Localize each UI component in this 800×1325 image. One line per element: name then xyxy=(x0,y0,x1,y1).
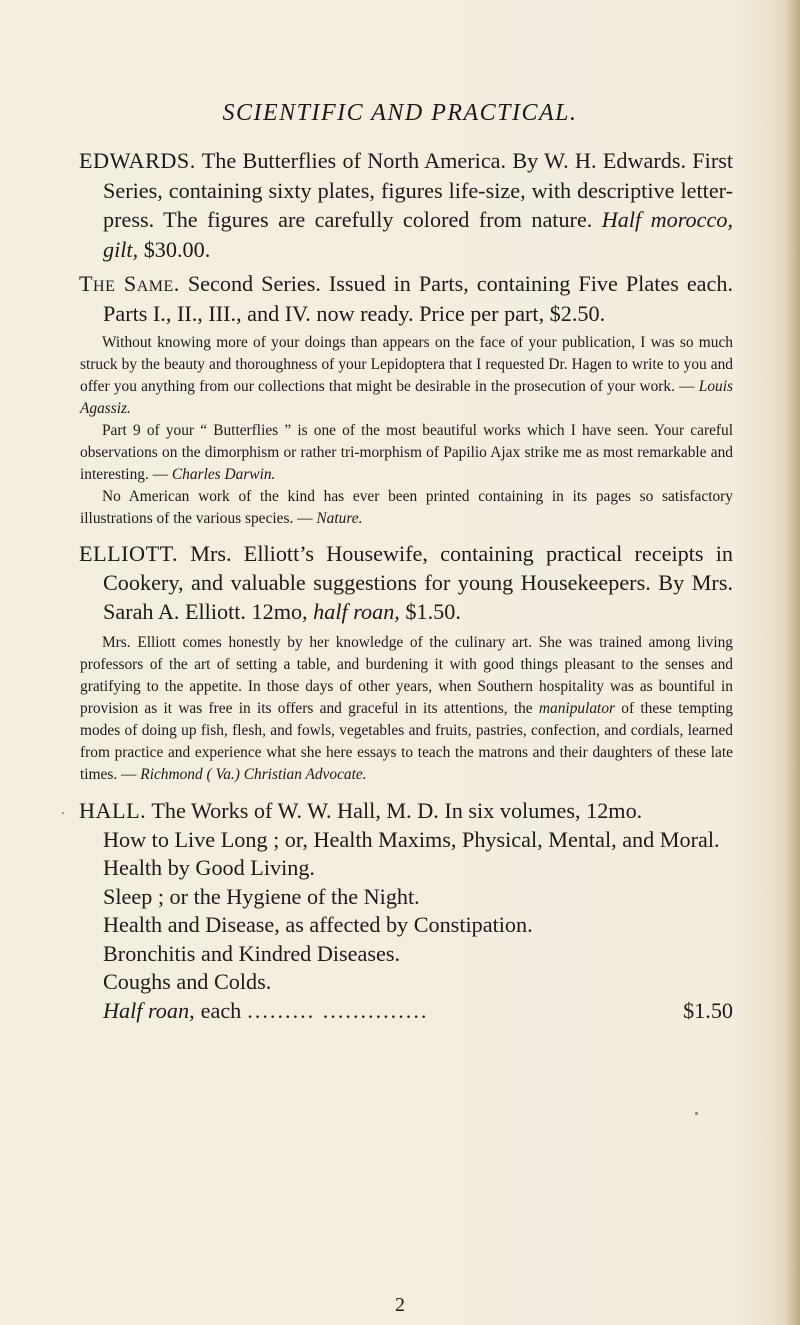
review-richmond-italic-word: manipulator xyxy=(538,700,616,717)
hall-binding: Half roan, xyxy=(103,997,195,1023)
review-nature-author: Nature. xyxy=(316,510,363,527)
entry-elliott-price: $1.50. xyxy=(405,599,461,624)
hall-title: Coughs and Colds. xyxy=(103,969,272,994)
running-head: SCIENTIFIC AND PRACTICAL. xyxy=(222,100,578,126)
review-darwin xyxy=(80,420,733,486)
entry-same-text: Second Series. Issued in Parts, containing Five Plates each. Parts I., II., III., and IV. now ready. Price per part, $2.50. xyxy=(103,271,734,326)
hall-title: Health and Disease, as affected by Constipation. xyxy=(103,912,533,937)
entry-edwards-price: $30.00. xyxy=(143,236,211,262)
entry-edwards-name: EDWARDS. xyxy=(79,148,196,173)
hall-price-line xyxy=(103,997,733,1026)
review-nature xyxy=(80,486,733,530)
entry-edwards xyxy=(0,146,800,264)
paper-speck xyxy=(62,812,64,814)
hall-title: Sleep ; or the Hygiene of the Night. xyxy=(103,883,420,909)
entry-elliott-lead xyxy=(79,539,733,626)
hall-binding-suffix: each xyxy=(200,997,242,1023)
review-richmond-author: Richmond ( Va.) Christian Advocate. xyxy=(140,766,367,783)
entry-hall-name: HALL. xyxy=(79,798,147,823)
hall-title: Bronchitis and Kindred Diseases. xyxy=(103,940,401,966)
entry-hall xyxy=(0,796,800,1025)
hall-title: Health by Good Living. xyxy=(103,855,315,880)
review-richmond xyxy=(80,632,733,786)
entry-edwards-lead xyxy=(79,146,734,264)
entry-edwards-text: The Butterflies of North America. By W. H. Edwards. First Series, containing sixty plates, figures life-size, with descriptive letter-press. The figures are carefully colored from nature. xyxy=(103,148,734,232)
review-agassiz xyxy=(80,332,733,420)
review-richmond-text-b: of these tempting modes of doing up fish, flesh, and fowls, vegetables and fruits, pastries, confection, and cordials, learned from practice and experience what she here essays to teach the matrons and their daughters of these late times. — xyxy=(80,700,733,783)
entry-hall-lead xyxy=(79,796,733,826)
page-number: 2 xyxy=(395,1294,405,1316)
entry-same-lead xyxy=(79,269,734,328)
entry-same-name: The Same. xyxy=(79,271,180,296)
entry-elliott-text: Mrs. Elliott’s Housewife, containing practical receipts in Cookery, and valuable suggestions for young Housekeepers. By Mrs. Sarah A. Elliott. 12mo, xyxy=(103,541,733,624)
review-darwin-author: Charles Darwin. xyxy=(171,466,276,483)
hall-dot-leader: ......... .............. xyxy=(247,997,429,1023)
entry-same xyxy=(0,269,800,530)
paper-speck xyxy=(695,1112,698,1115)
hall-title-list xyxy=(103,826,733,1026)
review-nature-text: No American work of the kind has ever been printed containing in its pages so satisfactory illustrations of the various species. — xyxy=(80,488,733,527)
entry-elliott-binding: half roan, xyxy=(313,599,400,624)
entry-elliott-name: ELLIOTT. xyxy=(79,541,179,566)
review-darwin-text: Part 9 of your “ Butterflies ” is one of the most beautiful works which I have seen. Your careful observations on the dimorphism or rather tri-morphism of Papilio Ajax strike me as most remarkable and interesting. — xyxy=(80,422,733,483)
hall-title: How to Live Long ; or, Health Maxims, Physical, Mental, and Moral. xyxy=(103,826,720,852)
page-content xyxy=(0,146,800,1025)
entry-hall-text: The Works of W. W. Hall, M. D. In six volumes, 12mo. xyxy=(151,798,643,823)
hall-price: $1.50 xyxy=(683,997,733,1023)
entry-edwards-binding: Half morocco, gilt, xyxy=(103,207,733,262)
review-richmond-text-a: Mrs. Elliott comes honestly by her knowledge of the culinary art. She was trained among living professors of the art of setting a table, and burdening it with good things pleasant to the senses and gratifying to the appetite. In those days of other years, when Southern hospitality was as bountiful in provision as it was free in its offers and graceful in its attentions, the xyxy=(80,634,733,717)
review-agassiz-author: Louis Agassiz. xyxy=(80,378,733,417)
review-agassiz-text: Without knowing more of your doings than appears on the face of your publication, I was so much struck by the beauty and thoroughness of your Lepidoptera that I requested Dr. Hagen to write to you and offer you anything from our collections that might be desirable in the prosecution of your work. — xyxy=(80,334,733,395)
entry-elliott xyxy=(0,539,800,786)
